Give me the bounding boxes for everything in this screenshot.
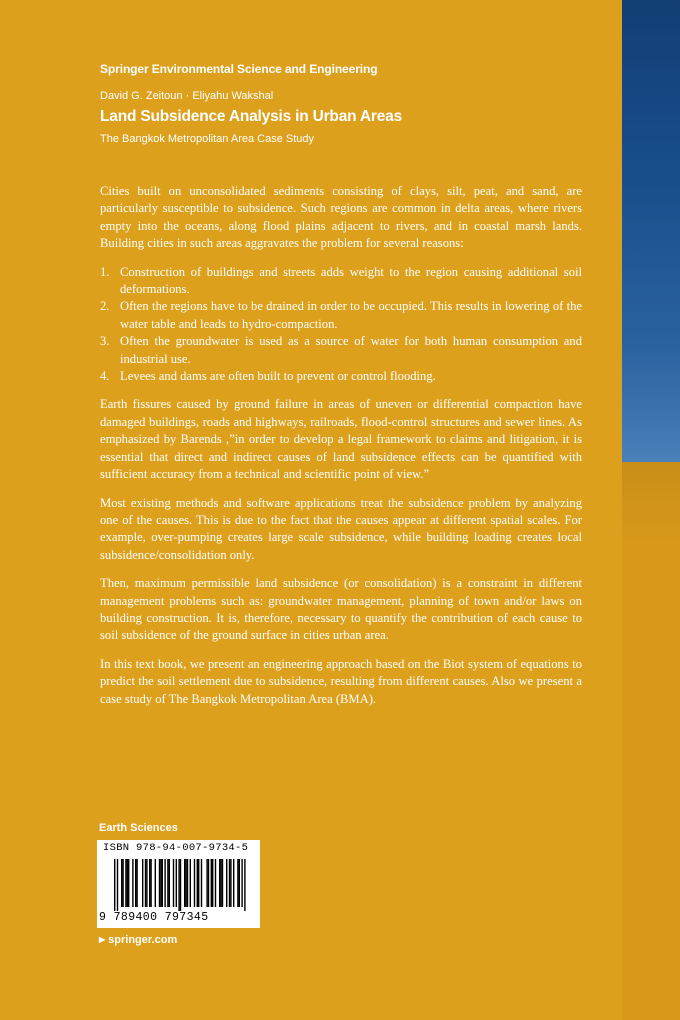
barcode-bar bbox=[121, 859, 122, 907]
list-item bbox=[100, 333, 582, 368]
blurb-paragraph: Cities built on unconsolidated sediments consisting of clays, silt, peat, and sand, are particularly susceptible to subsidence. Such regions are common in delta areas, where rivers empty into the oceans, along flood plains adjacent to rivers, and in coastal marsh lands. Building cities in such areas aggravates the problem for several reasons: bbox=[100, 184, 582, 251]
barcode-bar bbox=[233, 859, 234, 907]
barcode-bar bbox=[173, 859, 174, 907]
barcode-bar bbox=[197, 859, 198, 907]
barcode-bar bbox=[128, 859, 129, 907]
barcode-bar bbox=[212, 859, 213, 907]
barcode-bar bbox=[198, 859, 199, 907]
barcode-bar bbox=[211, 859, 212, 907]
subject-category: Earth Sciences bbox=[99, 822, 178, 834]
list-item bbox=[100, 298, 582, 333]
barcode-bar bbox=[184, 859, 185, 907]
barcode-bar bbox=[127, 859, 128, 907]
blurb-paragraph: Then, maximum permissible land subsidence (or consolidation) is a constraint in different management problems such as: groundwater management, planning of town and/or laws on building construction. It is, therefore, necessary to quantify the contribution of each cause to soil subsidence of the ground surface in cities urban area. bbox=[100, 576, 582, 643]
barcode-bar bbox=[114, 859, 115, 911]
barcode-bar bbox=[149, 859, 150, 907]
series-title: Springer Environmental Science and Engineering bbox=[100, 62, 378, 76]
barcode-bar bbox=[180, 859, 181, 911]
publisher-url: springer.com bbox=[108, 934, 178, 946]
barcode-bar bbox=[155, 859, 156, 907]
barcode-bar bbox=[229, 859, 230, 907]
book-subtitle: The Bangkok Metropolitan Area Case Study bbox=[100, 133, 315, 145]
spine-blue-panel bbox=[622, 0, 680, 462]
isbn-barcode bbox=[97, 840, 260, 928]
barcode-bar bbox=[125, 859, 126, 907]
barcode-bar bbox=[226, 859, 227, 907]
barcode-bar bbox=[145, 859, 146, 907]
isbn-number: ISBN 978-94-007-9734-5 bbox=[103, 842, 249, 854]
list-item-text: Often the groundwater is used as a source of water for both human consumption and industrial use. bbox=[120, 334, 582, 366]
barcode-bar bbox=[178, 859, 179, 911]
barcode-bar bbox=[142, 859, 143, 907]
barcode-bar bbox=[187, 859, 188, 907]
reasons-list bbox=[100, 264, 582, 386]
barcode-bars bbox=[114, 859, 249, 911]
barcode-bar bbox=[159, 859, 160, 907]
list-number: 2. bbox=[100, 299, 110, 314]
barcode-bar bbox=[136, 859, 137, 907]
barcode-bar bbox=[150, 859, 151, 907]
list-number: 4. bbox=[100, 369, 110, 384]
barcode-bar bbox=[169, 859, 170, 907]
barcode-bar bbox=[201, 859, 202, 907]
barcode-bar bbox=[208, 859, 209, 907]
list-number: 1. bbox=[100, 264, 110, 279]
barcode-bar bbox=[162, 859, 163, 907]
barcode-bar bbox=[244, 859, 245, 911]
barcode-bar bbox=[241, 859, 242, 907]
barcode-bar bbox=[239, 859, 240, 907]
list-item bbox=[100, 368, 582, 385]
barcode-bar bbox=[237, 859, 238, 907]
blurb-paragraph: Most existing methods and software applications treat the subsidence problem by analyzing one of the causes. This is due to the fact that the causes appear at different spatial scales. For example, over-pumping creates large scale subsidence, while building loading creates local subsidence/consolidation only. bbox=[100, 495, 582, 562]
barcode-bar bbox=[160, 859, 161, 907]
barcode-bar bbox=[176, 859, 177, 907]
triangle-right-icon: ▶ bbox=[99, 935, 106, 944]
barcode-bar bbox=[219, 859, 220, 907]
barcode-bar bbox=[220, 859, 221, 907]
barcode-bar bbox=[146, 859, 147, 907]
book-title: Land Subsidence Analysis in Urban Areas bbox=[100, 108, 403, 125]
barcode-bar bbox=[194, 859, 195, 907]
barcode-bar bbox=[185, 859, 186, 907]
barcode-digits: 9 789400 797345 bbox=[99, 911, 209, 924]
barcode-bar bbox=[135, 859, 136, 907]
barcode-bar bbox=[117, 859, 118, 911]
barcode-bar bbox=[206, 859, 207, 907]
barcode-bar bbox=[167, 859, 168, 907]
list-item-text: Levees and dams are often built to prevent or control flooding. bbox=[120, 369, 436, 384]
list-number: 3. bbox=[100, 334, 110, 349]
publisher-link[interactable] bbox=[99, 934, 177, 946]
barcode-bar bbox=[190, 859, 191, 907]
barcode-bar bbox=[230, 859, 231, 907]
blurb-paragraph: Earth fissures caused by ground failure in areas of uneven or differential compaction have damaged buildings, roads and highways, railroads, flood-control structures and sewer lines. As emphasized by Barends ,”in order to develop a legal framework to claims and litigation, it is essential that direct and indirect causes of land subsidence effects can be quantified with sufficient accuracy from a technical and scientific point of view.” bbox=[100, 397, 582, 482]
barcode-bar bbox=[164, 859, 165, 907]
blurb-paragraph: In this text book, we present an engineering approach based on the Biot system of equations to predict the soil settlement due to subsidence, resulting from different causes. Also we present a case study of The Bangkok Metropolitan Area (BMA). bbox=[100, 656, 582, 706]
author-names: David G. Zeitoun · Eliyahu Wakshal bbox=[100, 90, 274, 102]
spine-shadow bbox=[622, 462, 680, 542]
barcode-bar bbox=[132, 859, 133, 907]
list-item-text: Often the regions have to be drained in order to be occupied. This results in lowering of the water table and leads to hydro-compaction. bbox=[120, 299, 582, 331]
list-item bbox=[100, 264, 582, 299]
blurb-text bbox=[100, 183, 582, 719]
barcode-bar bbox=[222, 859, 223, 907]
list-item-text: Construction of buildings and streets adds weight to the region causing additional soil deformations. bbox=[120, 264, 582, 297]
barcode-bar bbox=[215, 859, 216, 907]
barcode-bar bbox=[122, 859, 123, 907]
